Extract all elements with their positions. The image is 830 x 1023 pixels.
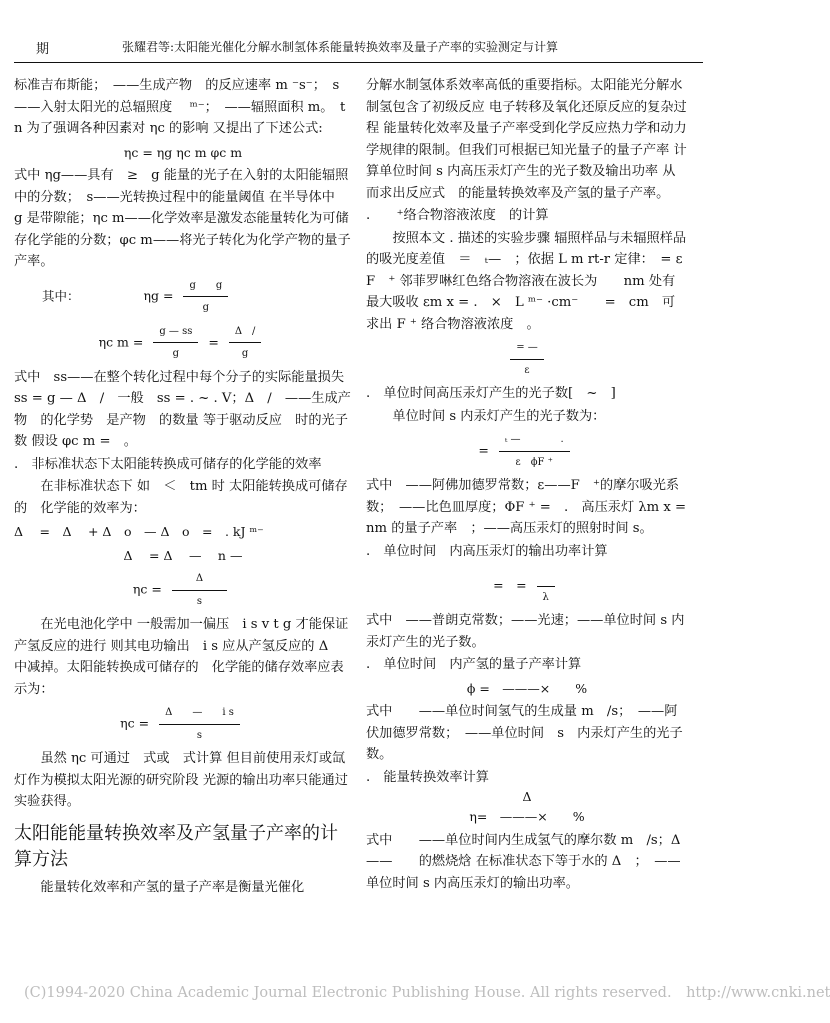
denominator: λ bbox=[542, 591, 549, 603]
fraction bbox=[510, 337, 544, 381]
formula bbox=[14, 321, 352, 365]
subsection-heading: . 单位时间高压汞灯产生的光子数[ ~ ] bbox=[366, 386, 616, 401]
right-column bbox=[366, 75, 713, 895]
formula-text: η= ———× % bbox=[469, 809, 585, 824]
denominator: s bbox=[196, 729, 203, 741]
numerator: g — ss bbox=[153, 321, 198, 344]
paragraph: 式中 ——单位时间氢气的生成量 m /s； ——阿伏加德罗常数； ——单位时间 s 内汞灯产生的光子数。 bbox=[366, 704, 683, 762]
numerator: Δ — i s bbox=[159, 702, 240, 725]
formula-text: Δ = Δ + Δ o — Δ o = . kJ ᵐ⁻ bbox=[14, 524, 264, 539]
formula bbox=[366, 678, 688, 700]
formula-label: 其中： bbox=[42, 288, 80, 303]
formula-numerator: Δ bbox=[522, 789, 532, 804]
fraction bbox=[172, 568, 227, 612]
formula-lhs: = bbox=[478, 442, 489, 458]
issue-label: 期 bbox=[36, 42, 50, 57]
denominator: g bbox=[202, 302, 210, 313]
fraction bbox=[229, 321, 262, 365]
paragraph: 式中 ——单位时间内生成氢气的摩尔数 m /s；Δ —— 的燃烧焓 在标准状态下等于水的 Δ ； ——单位时间 s 内高压汞灯的输出功率。 bbox=[366, 832, 707, 891]
formula-lhs: ηc m = bbox=[98, 334, 144, 349]
formula bbox=[14, 521, 352, 543]
denominator: g bbox=[172, 348, 180, 359]
formula-lhs: ηc = bbox=[132, 581, 162, 597]
formula bbox=[14, 545, 352, 567]
formula-text: = = bbox=[493, 577, 527, 593]
formula bbox=[366, 429, 688, 473]
article-running-title: 张耀君等:太阳能光催化分解水制氢体系能量转换效率及量子产率的实验测定与计算 bbox=[122, 40, 559, 54]
numerator: g g bbox=[183, 275, 228, 298]
subsection-heading: . ⁺络合物溶液浓度 的计算 bbox=[366, 208, 549, 223]
running-header bbox=[0, 38, 717, 60]
fraction bbox=[153, 321, 198, 365]
paragraph: 式中 ——普朗克常数；——光速；——单位时间 s 内汞灯产生的光子数。 bbox=[366, 613, 685, 650]
denominator: ε bbox=[524, 364, 530, 376]
formula bbox=[366, 337, 688, 381]
header-rule bbox=[14, 62, 703, 63]
paragraph: 标准吉布斯能； ——生成产物 的反应速率 m ⁻s⁻； s——入射太阳光的总辐照度 ᵐ⁻； ——辐照面积 m。 t n 为了强调各种因素对 ηc 的影响 又提出了下述公式: bbox=[14, 78, 346, 136]
subsection-heading: . 单位时间 内产氢的量子产率计算 bbox=[366, 657, 582, 672]
denominator: s bbox=[196, 595, 203, 607]
fraction bbox=[499, 429, 570, 473]
numerator: ₜ — . bbox=[499, 429, 570, 452]
paragraph: 分解水制氢体系效率高低的重要指标。太阳能光分解水制氢包含了初级反应 电子转移及氧化还原反应的复杂过程 能量转化效率及量子产率受到化学反应热力学和动力学规律的限制。但我们可根据已知光量子的量子产率 计算单位时间 s 内高压汞灯产生的光子数及输出功率 从而求出反应式 的能量转换效率及产氢的量子产率。 bbox=[366, 78, 687, 201]
subsection-heading: . 单位时间 内高压汞灯的输出功率计算 bbox=[366, 543, 608, 559]
denominator: g bbox=[241, 348, 249, 359]
subsection-heading: . 非标准状态下太阳能转换成可储存的化学能的效率 bbox=[14, 456, 322, 472]
fraction bbox=[159, 702, 240, 746]
formula-lhs: ηc = bbox=[120, 715, 150, 731]
formula bbox=[14, 142, 352, 164]
section-title: 太阳能能量转换效率及产氢量子产率的计算方法 bbox=[14, 822, 338, 870]
formula bbox=[14, 568, 352, 612]
formula-lhs: ηg = bbox=[143, 288, 174, 303]
fraction bbox=[537, 564, 555, 608]
paragraph: 式中 ——阿佛加德罗常数；ε——F ⁺的摩尔吸光系数； ——比色皿厚度；ΦF ⁺ = . 高压汞灯 λm x = nm 的量子产率 ；——高压汞灯的照射时间 s。 bbox=[366, 478, 713, 536]
formula bbox=[14, 275, 352, 319]
paragraph: 按照本文 . 描述的实验步骤 辐照样品与未辐照样品的吸光度差值 ＝ ₜ— ；依据 L m rt-r 定律： = ε F ⁺ 邻菲罗啉红色络合物溶液在波长为 nm 处有最大吸收 εm x = . × L ᵐ⁻ ·cm⁻ = cm 可求出 F ⁺ 络合物溶液浓度 。 bbox=[366, 230, 696, 332]
denominator: ε ϕF ⁺ bbox=[515, 456, 553, 468]
formula bbox=[366, 790, 688, 804]
formula bbox=[366, 564, 688, 608]
fraction bbox=[183, 275, 228, 319]
formula bbox=[366, 806, 688, 828]
paragraph: 在光电池化学中 一般需加一偏压 i s v t g 才能保证产氢反应的进行 则其电功输出 i s 应从产氢反应的 Δ 中减掉。太阳能转换成可储存的 化学能的储存效率应表示为： bbox=[14, 617, 349, 697]
formula-text: Δ = Δ — n — bbox=[123, 547, 243, 563]
paragraph: 式中 ηg——具有 ≥ g 能量的光子在入射的太阳能辐照中的分数； s——光转换过程中的能量阈值 在半导体中 g 是带隙能；ηc m——化学效率是激发态能量转化为可储存化学能的分数；φc m——将光子转化为化学产物的量子产率。 bbox=[14, 168, 351, 269]
equals-sign: = bbox=[208, 334, 219, 349]
paragraph: 虽然 ηc 可通过 式或 式计算 但目前使用汞灯或氙灯作为模拟太阳光源的研究阶段 光源的输出功率只能通过实验获得。 bbox=[14, 751, 348, 809]
formula-text: ϕ = ———× % bbox=[466, 680, 588, 696]
numerator bbox=[537, 564, 555, 587]
subsection-heading: . 能量转换效率计算 bbox=[366, 769, 489, 785]
numerator: Δ bbox=[172, 568, 227, 591]
numerator: = — bbox=[510, 337, 544, 360]
paragraph: 在非标准状态下 如 ＜ tm 时 太阳能转换成可储存的 化学能的效率为： bbox=[14, 479, 348, 516]
paragraph: 能量转化效率和产氢的量子产率是衡量光催化 bbox=[40, 879, 305, 895]
copyright-footer: (C)1994-2020 China Academic Journal Electronic Publishing House. All rights reserved. http://www.cnki.net bbox=[24, 985, 830, 1001]
formula bbox=[14, 702, 352, 746]
left-column bbox=[14, 75, 358, 899]
paragraph: 单位时间 s 内汞灯产生的光子数为： bbox=[392, 408, 606, 424]
paragraph: 式中 ss——在整个转化过程中每个分子的实际能量损失 ss = g — Δ / 一般 ss = . ~ . V；Δ / ——生成产物 的化学势 是产物 的数量 等于驱动反应 时的光子数 假设 φc m = 。 bbox=[14, 369, 358, 449]
numerator: Δ / bbox=[229, 321, 262, 344]
formula-text: ηc = ηg ηc m φc m bbox=[123, 144, 243, 160]
